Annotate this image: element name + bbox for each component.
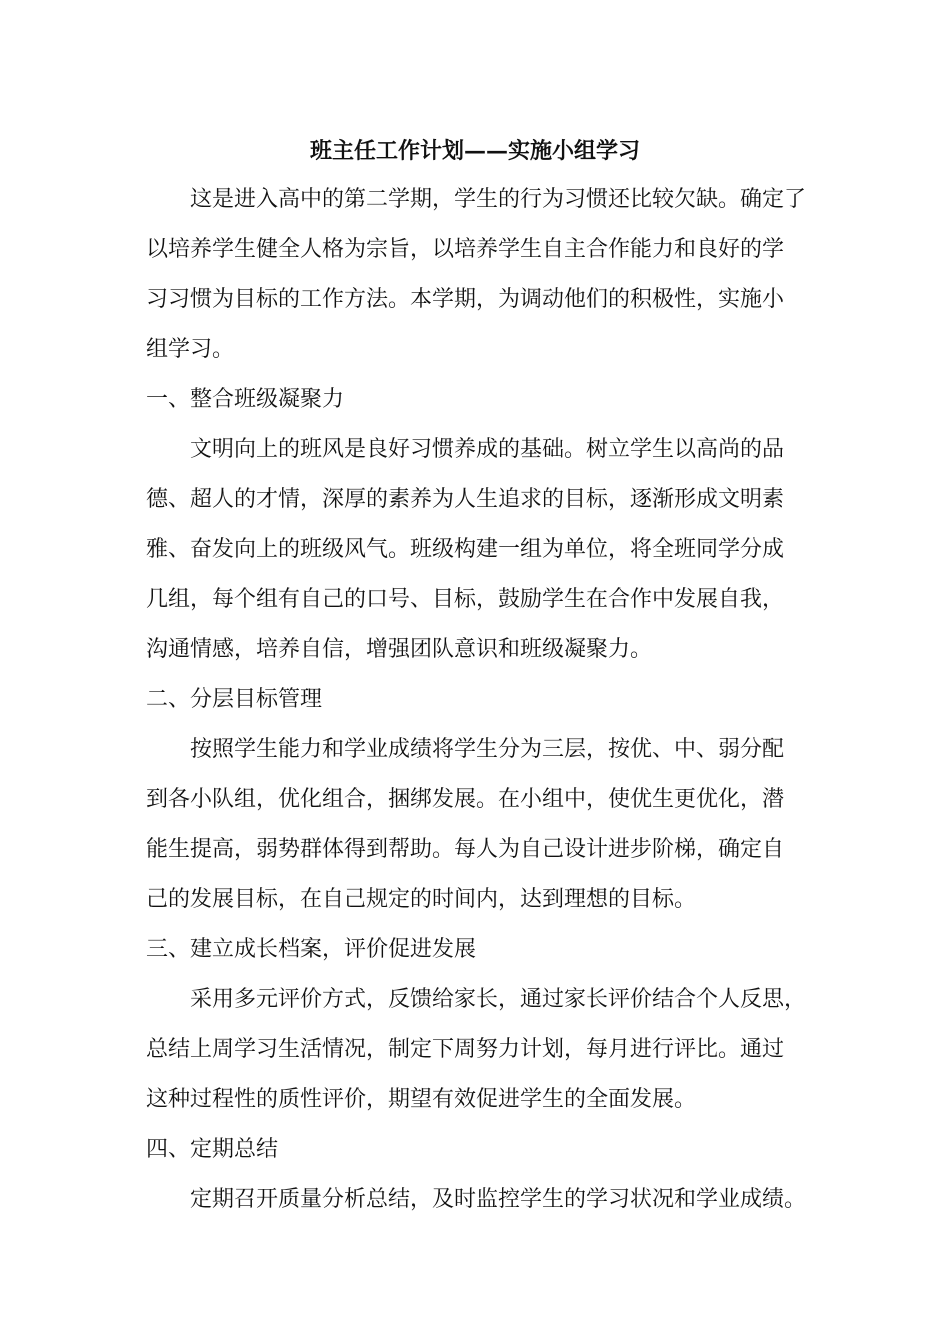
section-heading: 一、整合班级凝聚力 xyxy=(146,387,345,412)
paragraph-line: 德、超人的才情，深厚的素养为人生追求的目标，逐渐形成文明素 xyxy=(146,487,785,512)
section-heading: 二、分层目标管理 xyxy=(146,687,323,712)
paragraph-line: 定期召开质量分析总结，及时监控学生的学习状况和学业成绩。 xyxy=(190,1187,807,1212)
paragraph-line: 己的发展目标，在自己规定的时间内，达到理想的目标。 xyxy=(146,887,697,912)
document-title: 班主任工作计划——实施小组学习 xyxy=(309,138,640,164)
intro-line: 这是进入高中的第二学期，学生的行为习惯还比较欠缺。确定了 xyxy=(190,187,807,212)
paragraph-line: 文明向上的班风是良好习惯养成的基础。树立学生以高尚的品 xyxy=(190,437,785,462)
paragraph-line: 按照学生能力和学业成绩将学生分为三层，按优、中、弱分配 xyxy=(190,737,785,762)
paragraph-line: 这种过程性的质性评价，期望有效促进学生的全面发展。 xyxy=(146,1087,697,1112)
paragraph-line: 到各小队组，优化组合，捆绑发展。在小组中，使优生更优化，潜 xyxy=(146,787,785,812)
paragraph-line: 总结上周学习生活情况，制定下周努力计划，每月进行评比。通过 xyxy=(146,1037,785,1062)
intro-line: 以培养学生健全人格为宗旨，以培养学生自主合作能力和良好的学 xyxy=(146,237,785,262)
intro-line: 组学习。 xyxy=(146,337,235,362)
section-heading: 四、定期总结 xyxy=(146,1137,279,1162)
paragraph-line: 采用多元评价方式，反馈给家长，通过家长评价结合个人反思， xyxy=(190,987,807,1012)
paragraph-line: 雅、奋发向上的班级风气。班级构建一组为单位，将全班同学分成 xyxy=(146,537,785,562)
paragraph-line: 沟通情感，培养自信，增强团队意识和班级凝聚力。 xyxy=(146,637,653,662)
intro-line: 习习惯为目标的工作方法。本学期，为调动他们的积极性，实施小 xyxy=(146,287,785,312)
paragraph-line: 几组，每个组有自己的口号、目标，鼓励学生在合作中发展自我， xyxy=(146,587,785,612)
paragraph-line: 能生提高，弱势群体得到帮助。每人为自己设计进步阶梯，确定自 xyxy=(146,837,785,862)
section-heading: 三、建立成长档案，评价促进发展 xyxy=(146,937,477,962)
